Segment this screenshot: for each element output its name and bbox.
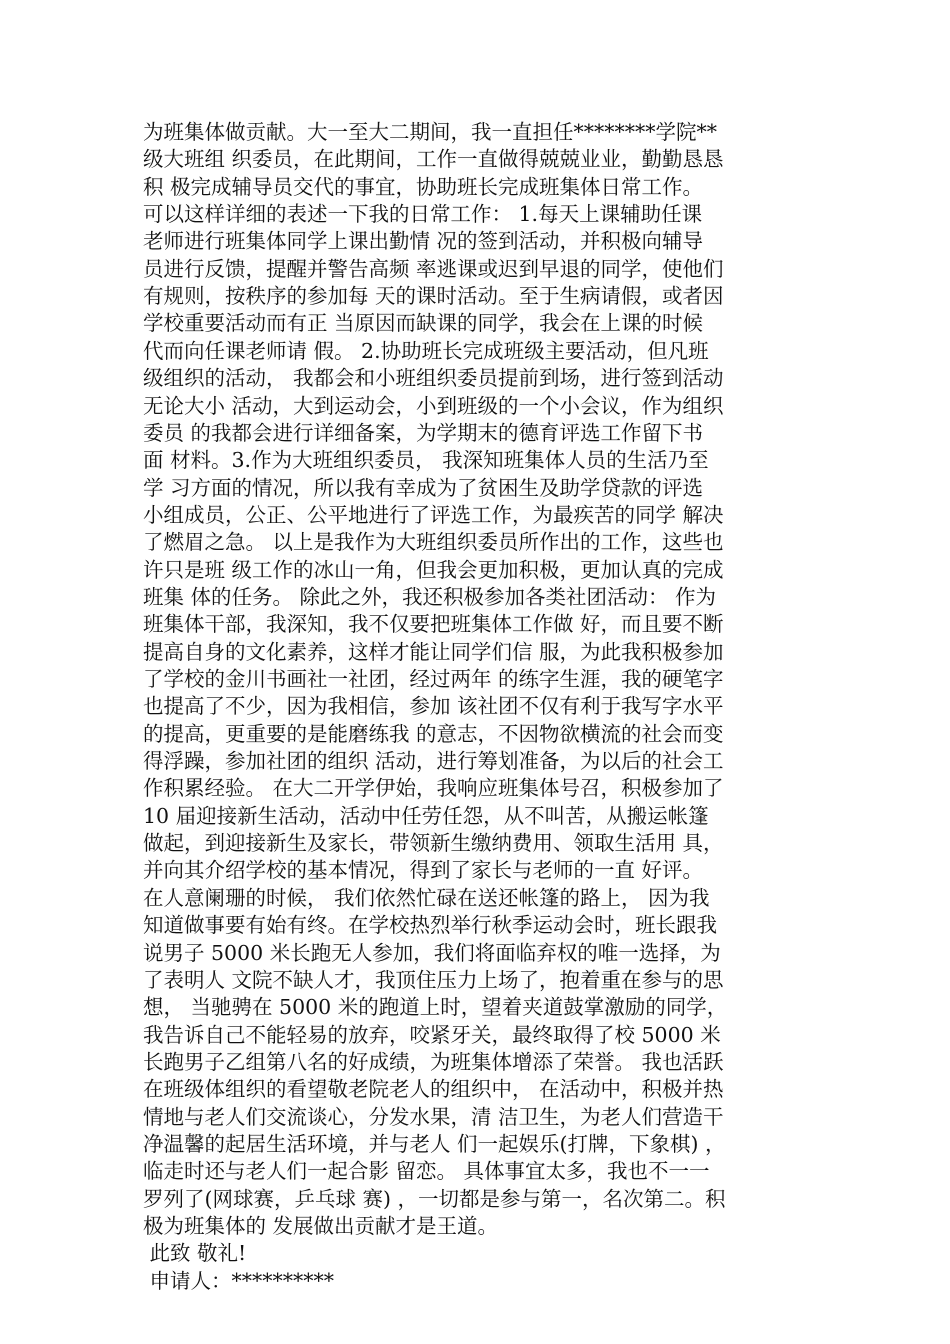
text-line: 10 届迎接新生活动，活动中任劳任怨，从不叫苦，从搬运帐篷 xyxy=(143,803,709,828)
text-line: 净温馨的起居生活环境，并与老人 们一起娱乐(打牌，下象棋) ， xyxy=(143,1131,726,1156)
text-line: 了表明人 文院不缺人才，我顶住压力上场了，抱着重在参与的思 xyxy=(143,967,724,992)
text-line: 想， 当驰骋在 5000 米的跑道上时，望着夹道鼓掌激励的同学， xyxy=(143,995,728,1020)
text-line: 许只是班 级工作的冰山一角，但我会更加积极，更加认真的完成 xyxy=(143,557,724,582)
text-line: 班集体干部，我深知，我不仅要把班集体工作做 好，而且要不断 xyxy=(143,612,724,637)
text-line: 极为班集体的 发展做出贡献才是王道。 xyxy=(143,1214,499,1238)
text-line: 委员 的我都会进行详细备案，为学期末的德育评选工作留下书 xyxy=(143,420,704,445)
text-line: 提高自身的文化素养，这样才能让同学们信 服，为此我积极参加 xyxy=(143,639,724,664)
text-line: 情地与老人们交流谈心，分发水果，清 洁卫生，为老人们营造干 xyxy=(143,1104,724,1129)
text-line: 并向其介绍学校的基本情况，得到了家长与老师的一直 好评。 xyxy=(143,858,704,883)
text-line: 为班集体做贡献。大一至大二期间，我一直担任********学院** xyxy=(143,120,717,144)
text-line: 级组织的活动， 我都会和小班组织委员提前到场，进行签到活动 xyxy=(143,366,724,391)
text-line: 无论大小 活动，大到运动会，小到班级的一个小会议，作为组织 xyxy=(143,393,724,418)
text-line: 小组成员，公正、公平地进行了评选工作，为最疾苦的同学 解决 xyxy=(143,502,724,527)
text-line: 学 习方面的情况，所以我有幸成为了贫困生及助学贷款的评选 xyxy=(143,475,704,500)
text-line: 在班级体组织的看望敬老院老人的组织中， 在活动中，积极并热 xyxy=(143,1077,724,1102)
text-line: 临走时还与老人们一起合影 留恋。 具体事宜太多，我也不一一 xyxy=(143,1159,710,1184)
text-line: 面 材料。3.作为大班组织委员， 我深知班集体人员的生活乃至 xyxy=(143,448,709,473)
text-line: 作积累经验。 在大二开学伊始，我响应班集体号召，积极参加了 xyxy=(143,776,724,801)
text-line: 说男子 5000 米长跑无人参加，我们将面临弃权的唯一选择，为 xyxy=(143,940,721,965)
text-line: 做起，到迎接新生及家长，带领新生缴纳费用、领取生活用 具， xyxy=(143,831,724,856)
text-line: 长跑男子乙组第八名的好成绩，为班集体增添了荣誉。 我也活跃 xyxy=(143,1049,724,1074)
text-line: 老师进行班集体同学上课出勤情 况的签到活动，并积极向辅导 xyxy=(143,229,704,254)
text-line: 得浮躁，参加社团的组织 活动，进行筹划准备，为以后的社会工 xyxy=(143,749,724,774)
text-line: 申请人：********** xyxy=(143,1268,335,1293)
text-line: 代而向任课老师请 假。 2.协助班长完成班级主要活动，但凡班 xyxy=(143,338,709,363)
text-line: 的提高，更重要的是能磨练我 的意志，不因物欲横流的社会而变 xyxy=(143,721,724,746)
text-line: 学校重要活动而有正 当原因而缺课的同学，我会在上课的时候 xyxy=(143,311,704,336)
text-line: 员进行反馈，提醒并警告高频 率逃课或迟到早退的同学，使他们 xyxy=(143,256,724,281)
text-line: 在人意阑珊的时候， 我们依然忙碌在送还帐篷的路上， 因为我 xyxy=(143,885,710,910)
text-line: 知道做事要有始有终。在学校热烈举行秋季运动会时，班长跟我 xyxy=(143,913,717,938)
text-line: 级大班组 织委员，在此期间，工作一直做得兢兢业业，勤勤恳恳 xyxy=(143,147,724,172)
text-line: 可以这样详细的表述一下我的日常工作： 1.每天上课辅助任课 xyxy=(143,202,703,227)
text-line: 了燃眉之急。 以上是我作为大班组织委员所作出的工作，这些也 xyxy=(143,530,724,555)
text-line: 罗列了(网球赛，乒乓球 赛) ，一切都是参与第一，名次第二。积 xyxy=(143,1186,726,1211)
text-line: 我告诉自己不能轻易的放弃，咬紧牙关，最终取得了校 5000 米 xyxy=(143,1022,721,1047)
text-line: 了学校的金川书画社一社团，经过两年 的练字生涯，我的硬笔字 xyxy=(143,667,724,691)
text-line: 有规则，按秩序的参加每 天的课时活动。至于生病请假，或者因 xyxy=(143,284,724,309)
text-line: 也提高了不少，因为我相信，参加 该社团不仅有利于我写字水平 xyxy=(143,694,724,719)
text-line: 积 极完成辅导员交代的事宜，协助班长完成班集体日常工作。 xyxy=(143,174,704,199)
text-line: 此致 敬礼! xyxy=(143,1241,247,1266)
text-line: 班集 体的任务。 除此之外，我还积极参加各类社团活动： 作为 xyxy=(143,584,717,609)
